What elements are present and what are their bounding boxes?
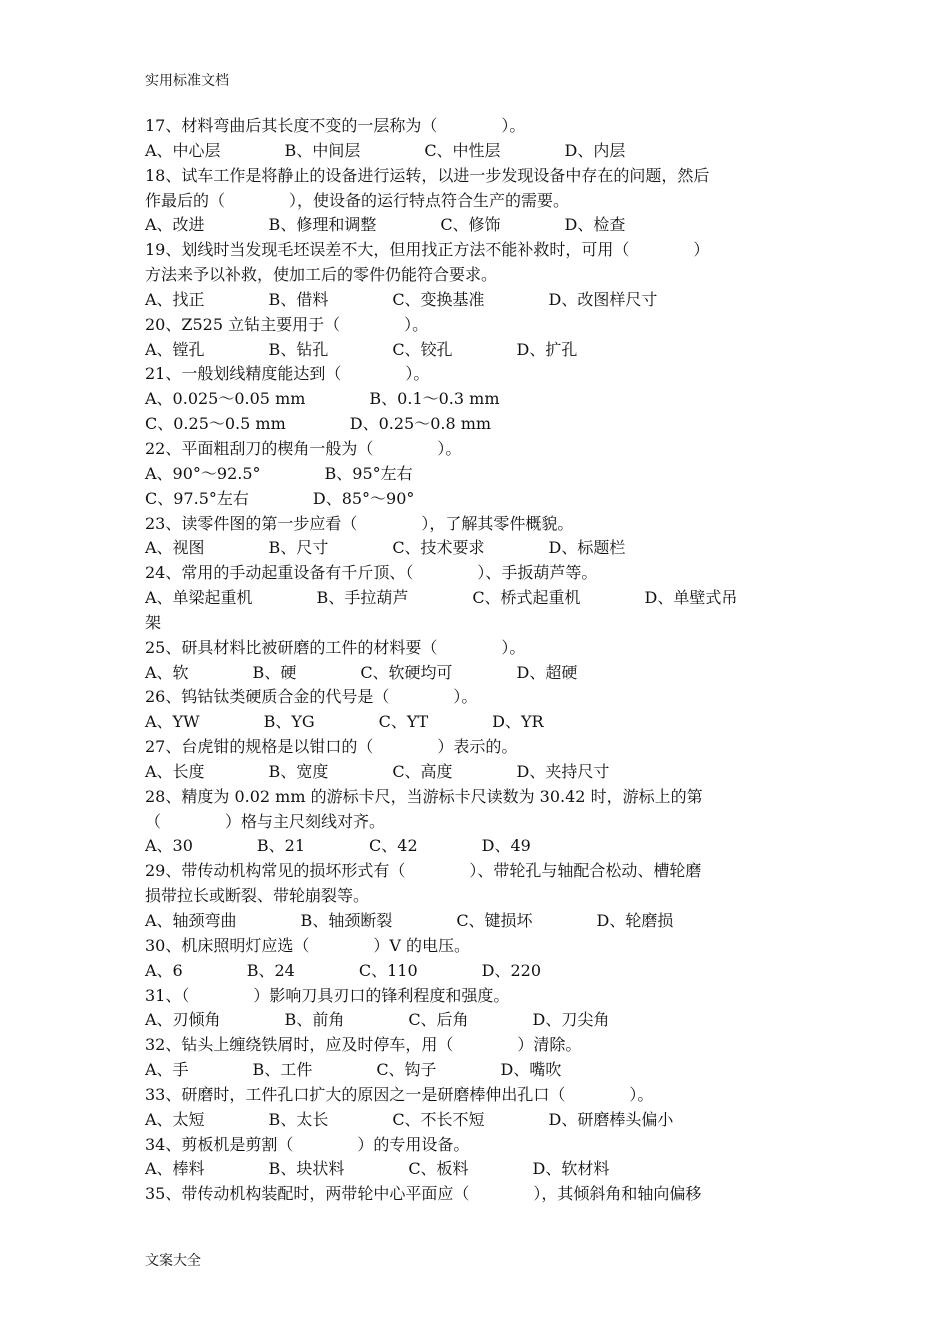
text-line: 31、（ ）影响刀具刃口的锋利程度和强度。 [145, 985, 510, 1005]
text-line: 26、钨钴钛类硬质合金的代号是（ ）。 [145, 687, 478, 707]
text-line: A、90°～92.5° B、95°左右 [145, 463, 413, 483]
document-body [145, 114, 810, 1207]
text-line: 作最后的（ ），使设备的运行特点符合生产的需要。 [145, 190, 570, 210]
text-line: A、太短 B、太长 C、不长不短 D、研磨棒头偏小 [145, 1109, 674, 1129]
text-line: 架 [145, 612, 162, 632]
text-line: 35、带传动机构装配时，两带轮中心平面应（ ），其倾斜角和轴向偏移 [145, 1184, 702, 1204]
text-line: 28、精度为 0.02 mm 的游标卡尺，当游标卡尺读数为 30.42 时，游标上的第 [145, 786, 703, 806]
text-line: 18、试车工作是将静止的设备进行运转，以进一步发现设备中存在的问题，然后 [145, 165, 710, 185]
text-line: A、轴颈弯曲 B、轴颈断裂 C、键损坏 D、轮磨损 [145, 911, 674, 930]
text-line: A、视图 B、尺寸 C、技术要求 D、标题栏 [145, 538, 626, 558]
text-line: 23、读零件图的第一步应看（ ），了解其零件概貌。 [145, 513, 574, 533]
text-line: 29、带传动机构常见的损坏形式有（ ）、带轮孔与轴配合松动、槽轮磨 [145, 861, 702, 881]
text-line: 损带拉长或断裂、带轮崩裂等。 [145, 886, 370, 906]
text-line: 34、剪板机是剪割（ ）的专用设备。 [145, 1134, 470, 1154]
text-line: A、手 B、工件 C、钩子 D、嘴吹 [145, 1060, 562, 1080]
text-line: 27、台虎钳的规格是以钳口的（ ）表示的。 [145, 737, 518, 757]
text-line: 20、Z525 立钻主要用于（ ）。 [145, 314, 429, 334]
text-line: 33、研磨时，工件孔口扩大的原因之一是研磨棒伸出孔口（ ）。 [145, 1084, 654, 1104]
text-line: A、镗孔 B、钻孔 C、铰孔 D、扩孔 [145, 339, 578, 359]
text-line: A、找正 B、借料 C、变换基准 D、改图样尺寸 [145, 289, 658, 309]
text-line: 30、机床照明灯应选（ ）V 的电压。 [145, 935, 471, 955]
text-line: 21、一般划线精度能达到（ ）。 [145, 364, 430, 384]
text-line: （ ）格与主尺刻线对齐。 [145, 811, 386, 831]
page-header: 实用标准文档 [145, 73, 229, 89]
text-line: A、改进 B、修理和调整 C、修饰 D、检查 [145, 215, 626, 235]
text-line: C、97.5°左右 D、85°～90° [145, 488, 415, 508]
text-line: 17、材料弯曲后其长度不变的一层称为（ ）。 [145, 116, 526, 135]
text-line: A、刃倾角 B、前角 C、后角 D、刀尖角 [145, 1010, 610, 1030]
text-line: A、单梁起重机 B、手拉葫芦 C、桥式起重机 D、单壁式吊 [145, 588, 738, 608]
text-line: A、6 B、24 C、110 D、220 [145, 960, 542, 980]
text-line: 22、平面粗刮刀的楔角一般为（ ）。 [145, 438, 462, 458]
text-line: A、软 B、硬 C、软硬均可 D、超硬 [145, 662, 578, 682]
text-line: A、30 B、21 C、42 D、49 [145, 836, 531, 856]
text-line: A、棒料 B、块状料 C、板料 D、软材料 [145, 1159, 610, 1179]
text-line: A、YW B、YG C、YT D、YR [145, 712, 544, 732]
page-footer: 文案大全 [145, 1253, 201, 1269]
text-line: A、0.025～0.05 mm B、0.1～0.3 mm [145, 389, 500, 409]
text-line: 25、研具材料比被研磨的工件的材料要（ ）。 [145, 637, 526, 657]
text-line: C、0.25～0.5 mm D、0.25～0.8 mm [145, 414, 492, 434]
text-line: 32、钻头上缠绕铁屑时，应及时停车，用（ ）清除。 [145, 1035, 582, 1055]
text-line: A、长度 B、宽度 C、高度 D、夹持尺寸 [145, 761, 610, 781]
text-line: 19、划线时当发现毛坯误差不大，但用找正方法不能补救时，可用（ ） [145, 240, 710, 260]
text-line: 24、常用的手动起重设备有千斤顶、（ ）、手扳葫芦等。 [145, 563, 598, 583]
text-line: 方法来予以补救，使加工后的零件仍能符合要求。 [145, 265, 498, 285]
text-line: A、中心层 B、中间层 C、中性层 D、内层 [145, 140, 626, 160]
